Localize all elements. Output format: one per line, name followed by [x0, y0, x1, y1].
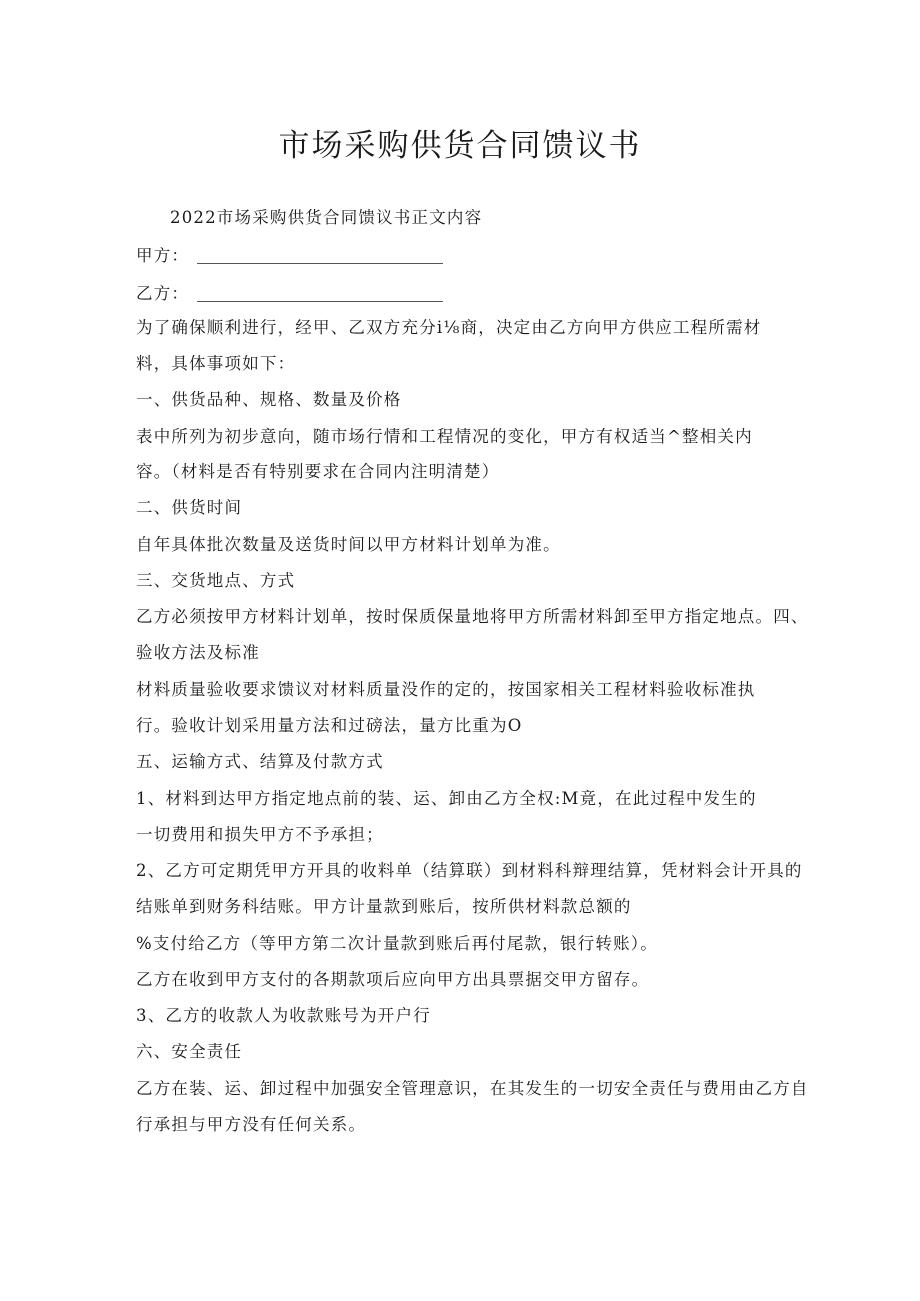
body-line: 乙方在装、运、卸过程中加强安全管理意识，在其发生的一切安全责任与费用由乙方自 — [136, 1079, 809, 1098]
body-line: 结账单到财务科结账。甲方计量款到账后，按所供材料款总额的 — [136, 897, 632, 916]
section-heading: 一、供货品种、规格、数量及价格 — [136, 390, 402, 409]
section-heading: 二、供货时间 — [136, 498, 243, 517]
body-line: 乙方必须按甲方材料计划单，按时保质保量地将甲方所需材料卸至甲方指定地点。四、 — [136, 607, 809, 626]
body-line: 表中所列为初步意向，随市场行情和工程情况的变化，甲方有权适当^整相关内 — [136, 427, 753, 446]
body-line: 材料质量验收要求馈议对材料质量没作的定的，按国家相关工程材料验收标准执 — [136, 680, 756, 699]
section-heading: 三、交货地点、方式 — [136, 571, 296, 590]
party-a-line — [136, 244, 443, 268]
party-b-line — [136, 282, 443, 306]
party-a-label: 甲方： — [136, 246, 190, 265]
body-line: 行承担与甲方没有任何关系。 — [136, 1115, 367, 1134]
section-heading: 验收方法及标准 — [136, 643, 260, 662]
body-line: 为了确保顺利进行，经甲、乙双方充分i⅛商，决定由乙方向甲方供应工程所需材 — [136, 318, 762, 337]
party-b-label: 乙方： — [136, 284, 190, 303]
party-a-blank — [197, 249, 443, 264]
body-line: 2、乙方可定期凭甲方开具的收料单（结算联）到材料科辩理结算，凭材料会计开具的 — [136, 861, 803, 880]
document-subtitle: 2022市场采购供货合同馈议书正文内容 — [170, 208, 483, 227]
body-line: %支付给乙方（等甲方第二次计量款到账后再付尾款，银行转账）。 — [136, 934, 658, 953]
body-line: 容。（材料是否有特别要求在合同内注明清楚） — [136, 462, 500, 481]
body-line: 3、乙方的收款人为收款账号为开户行 — [136, 1006, 431, 1025]
body-line: 乙方在收到甲方支付的各期款项后应向甲方出具票据交甲方留存。 — [136, 970, 650, 989]
section-heading: 六、安全责任 — [136, 1042, 243, 1061]
body-line: 料，具体事项如下： — [136, 354, 296, 373]
body-line: 自年具体批次数量及送货时间以甲方材料计划单为准。 — [136, 535, 561, 554]
section-heading: 五、运输方式、结算及付款方式 — [136, 752, 384, 771]
body-line: 1、材料到达甲方指定地点前的装、运、卸由乙方全权:M竟，在此过程中发生的 — [136, 789, 757, 808]
party-b-blank — [197, 287, 443, 302]
body-line: 行。验收计划采用量方法和过磅法，量方比重为O — [136, 716, 523, 735]
document-title: 市场采购供货合同馈议书 — [278, 128, 642, 164]
body-line: 一切费用和损失甲方不予承担； — [136, 825, 384, 844]
